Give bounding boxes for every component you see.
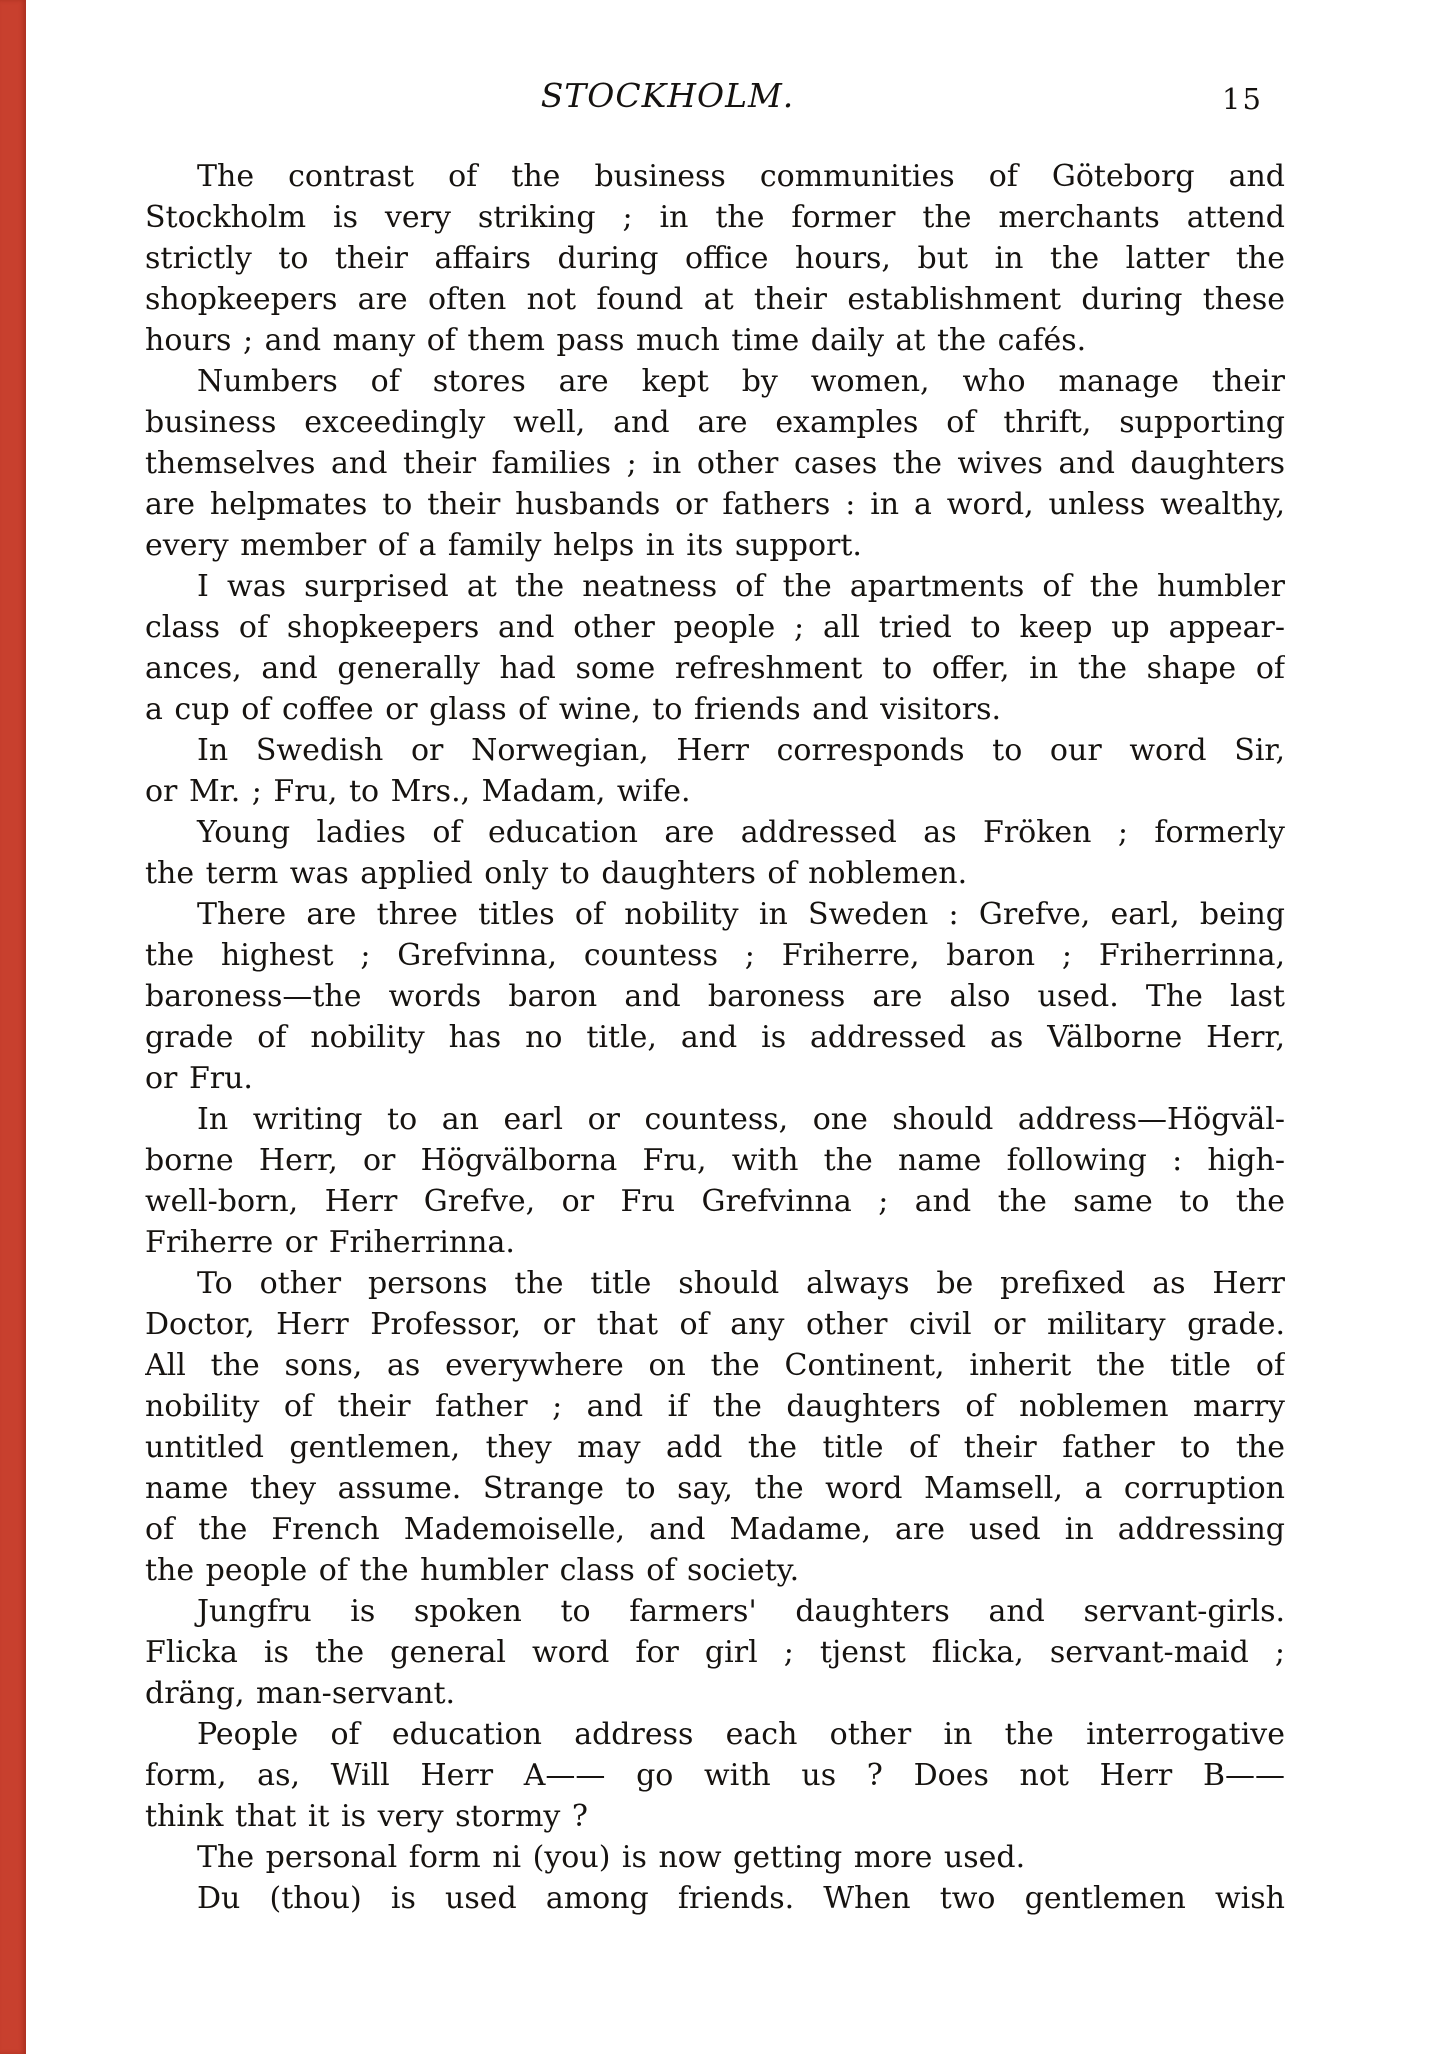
- paragraph: [145, 1878, 1285, 1919]
- text-line: class of shopkeepers and other people ; all tried to keep up appear-: [145, 610, 1285, 645]
- text-line: form, as, Will Herr A—— go with us ? Does not Herr B——: [145, 1758, 1285, 1793]
- text-line: Stockholm is very striking ; in the former the merchants attend: [145, 200, 1285, 235]
- paragraph: [145, 894, 1285, 1099]
- running-header-title: STOCKHOLM.: [540, 76, 795, 115]
- paragraph: [145, 1263, 1285, 1591]
- paragraph: [145, 1591, 1285, 1714]
- text-line: There are three titles of nobility in Sweden : Grefve, earl, being: [197, 897, 1285, 932]
- scanned-page: [26, 0, 1445, 2054]
- paragraph: [145, 1099, 1285, 1263]
- text-line: Friherre or Friherrinna.: [145, 1225, 515, 1260]
- text-block: [145, 156, 1285, 1919]
- text-line: Flicka is the general word for girl ; tjenst flicka, servant-maid ;: [145, 1635, 1285, 1670]
- text-line: name they assume. Strange to say, the word Mamsell, a corruption: [145, 1471, 1285, 1506]
- text-line: the term was applied only to daughters of noblemen.: [145, 856, 968, 891]
- text-line: untitled gentlemen, they may add the title of their father to the: [145, 1430, 1285, 1465]
- text-line: the highest ; Grefvinna, countess ; Friherre, baron ; Friherrinna,: [145, 938, 1285, 973]
- paragraph: [145, 1714, 1285, 1837]
- paragraph: [145, 812, 1285, 894]
- text-line: The personal form ni (you) is now getting more used.: [197, 1840, 1026, 1875]
- text-line: To other persons the title should always be prefixed as Herr: [197, 1266, 1285, 1301]
- page-number: 15: [1222, 82, 1263, 116]
- text-line: ances, and generally had some refreshment to offer, in the shape of: [145, 651, 1285, 686]
- text-line: grade of nobility has no title, and is addressed as Välborne Herr,: [145, 1020, 1285, 1055]
- paragraph: [145, 730, 1285, 812]
- text-line: All the sons, as everywhere on the Continent, inherit the title of: [145, 1348, 1285, 1383]
- text-line: Doctor, Herr Professor, or that of any other civil or military grade.: [145, 1307, 1285, 1342]
- text-line: every member of a family helps in its support.: [145, 528, 862, 563]
- text-line: a cup of coffee or glass of wine, to friends and visitors.: [145, 692, 1002, 727]
- text-line: Young ladies of education are addressed as Fröken ; formerly: [197, 815, 1285, 850]
- text-line: are helpmates to their husbands or fathers : in a word, unless wealthy,: [145, 487, 1285, 522]
- text-line: the people of the humbler class of society.: [145, 1553, 800, 1588]
- text-line: Jungfru is spoken to farmers' daughters and servant-girls.: [197, 1594, 1285, 1629]
- text-line: strictly to their affairs during office hours, but in the latter the: [145, 241, 1285, 276]
- text-line: In writing to an earl or countess, one should address—Högväl-: [197, 1102, 1285, 1137]
- text-line: dräng, man-servant.: [145, 1676, 456, 1711]
- text-line: business exceedingly well, and are examples of thrift, supporting: [145, 405, 1285, 440]
- text-line: Numbers of stores are kept by women, who manage their: [197, 364, 1285, 399]
- text-line: I was surprised at the neatness of the apartments of the humbler: [197, 569, 1285, 604]
- paragraph: [145, 156, 1285, 361]
- paragraph: [145, 1837, 1285, 1878]
- paragraph: [145, 566, 1285, 730]
- text-line: themselves and their families ; in other cases the wives and daughters: [145, 446, 1285, 481]
- text-line: or Fru.: [145, 1061, 253, 1096]
- paragraph: [145, 361, 1285, 566]
- book-edge: [0, 0, 26, 2054]
- text-line: or Mr. ; Fru, to Mrs., Madam, wife.: [145, 774, 691, 809]
- text-line: hours ; and many of them pass much time daily at the cafés.: [145, 323, 1087, 358]
- text-line: baroness—the words baron and baroness are also used. The last: [145, 979, 1285, 1014]
- text-line: well-born, Herr Grefve, or Fru Grefvinna ; and the same to the: [145, 1184, 1285, 1219]
- text-line: shopkeepers are often not found at their establishment during these: [145, 282, 1285, 317]
- text-line: Du (thou) is used among friends. When two gentlemen wish: [197, 1881, 1285, 1916]
- text-line: In Swedish or Norwegian, Herr corresponds to our word Sir,: [197, 733, 1285, 768]
- text-line: of the French Mademoiselle, and Madame, are used in addressing: [145, 1512, 1285, 1547]
- text-line: think that it is very stormy ?: [145, 1799, 588, 1834]
- text-line: The contrast of the business communities of Göteborg and: [197, 159, 1285, 194]
- text-line: borne Herr, or Högvälborna Fru, with the name following : high-: [145, 1143, 1285, 1178]
- text-line: People of education address each other in the interrogative: [197, 1717, 1285, 1752]
- text-line: nobility of their father ; and if the daughters of noblemen marry: [145, 1389, 1285, 1424]
